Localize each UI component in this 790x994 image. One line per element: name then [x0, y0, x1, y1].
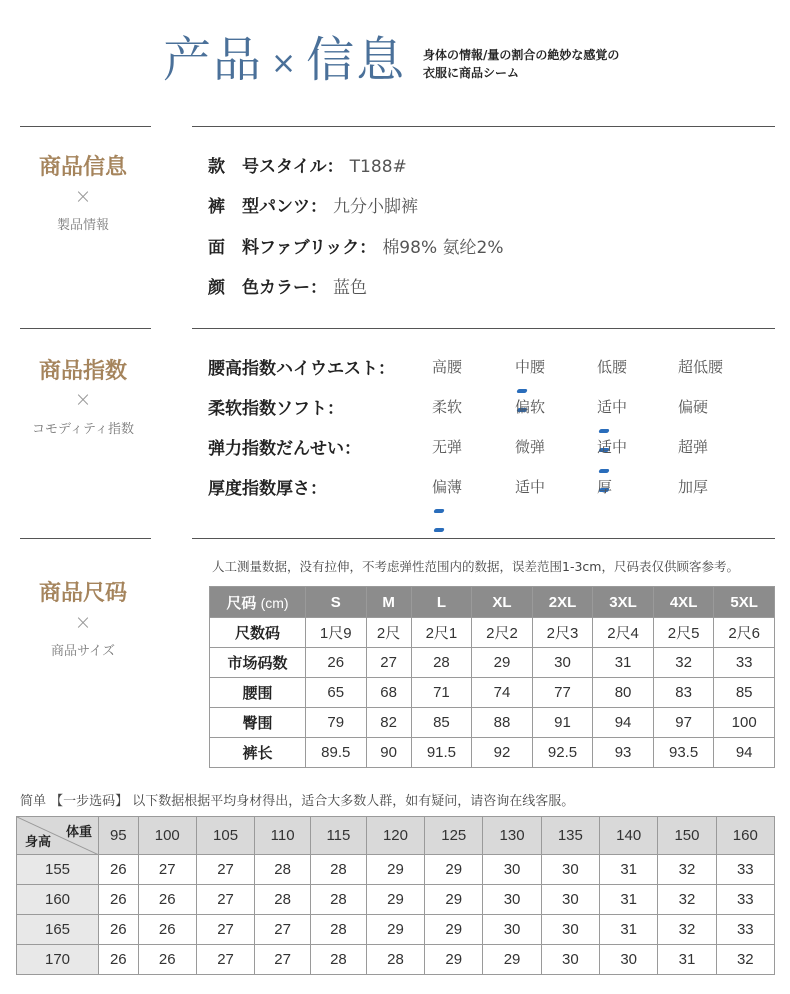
weight-size-cell: 28 — [311, 915, 367, 945]
weight-size-cell: 27 — [196, 855, 254, 885]
title-right: 信息 — [306, 32, 407, 88]
weight-header-cell: 110 — [255, 817, 311, 855]
weight-size-cell: 28 — [311, 945, 367, 975]
weight-size-cell: 32 — [658, 915, 716, 945]
size-cell: 90 — [366, 738, 411, 768]
size-cell: 32 — [653, 648, 714, 678]
size-row-label: 尺数码 — [210, 618, 306, 648]
weight-size-cell: 28 — [255, 855, 311, 885]
size-cell: 2尺6 — [714, 618, 775, 648]
size-cell: 85 — [714, 678, 775, 708]
weight-header-cell: 120 — [366, 817, 424, 855]
weight-size-cell: 31 — [600, 915, 658, 945]
height-row-label: 160 — [17, 885, 99, 915]
index-option: 超弹 — [678, 438, 709, 456]
corner-height-label: 身高 — [25, 834, 52, 849]
weight-table-row — [17, 855, 775, 885]
weight-size-cell: 27 — [255, 945, 311, 975]
index-label: 腰高指数ハイウエスト： — [208, 359, 395, 379]
weight-size-cell: 33 — [716, 885, 774, 915]
size-table-row — [210, 708, 775, 738]
size-cell: 91.5 — [411, 738, 472, 768]
size-cell: 31 — [593, 648, 654, 678]
size-cell: 92 — [472, 738, 533, 768]
size-cell: 91 — [532, 708, 593, 738]
size-header-cell: 5XL — [714, 587, 775, 618]
size-cell: 93 — [593, 738, 654, 768]
weight-size-cell: 30 — [483, 915, 541, 945]
size-cell: 2尺2 — [472, 618, 533, 648]
index-option: 适中 — [597, 398, 628, 416]
corner-weight-label: 体重 — [65, 824, 92, 839]
size-cell: 92.5 — [532, 738, 593, 768]
weight-header-cell: 105 — [196, 817, 254, 855]
size-cell: 100 — [714, 708, 775, 738]
size-table-row — [210, 738, 775, 768]
weight-header-cell: 130 — [483, 817, 541, 855]
weight-size-cell: 30 — [541, 885, 599, 915]
weight-header-cell: 95 — [99, 817, 139, 855]
weight-size-cell: 30 — [483, 885, 541, 915]
weight-size-cell: 30 — [483, 855, 541, 885]
weight-height-corner — [17, 817, 99, 855]
section-divider-right — [192, 328, 775, 329]
size-cell: 2尺3 — [532, 618, 593, 648]
weight-chart-intro: 简单 【一步选码】 以下数据根据平均身材得出，适合大多数人群，如有疑问，请咨询在线客服。 — [20, 794, 575, 809]
weight-size-cell: 29 — [425, 855, 483, 885]
size-cell: 79 — [306, 708, 367, 738]
size-table-row — [210, 648, 775, 678]
weight-table-row — [17, 885, 775, 915]
weight-size-cell: 26 — [99, 945, 139, 975]
section-divider-left — [20, 126, 151, 127]
size-cell: 71 — [411, 678, 472, 708]
weight-header-cell: 150 — [658, 817, 716, 855]
selected-mark-icon — [517, 378, 541, 382]
size-cell: 2尺 — [366, 618, 411, 648]
spec-row-style — [208, 152, 407, 177]
weight-size-cell: 29 — [366, 885, 424, 915]
size-header-cell: M — [366, 587, 411, 618]
index-option: 高腰 — [432, 358, 463, 376]
weight-header-cell: 160 — [716, 817, 774, 855]
section-x-mark: × — [74, 387, 92, 411]
section-divider-right — [192, 538, 775, 539]
weight-header-cell: 140 — [600, 817, 658, 855]
size-cell: 77 — [532, 678, 593, 708]
size-cell: 30 — [532, 648, 593, 678]
weight-size-cell: 30 — [541, 945, 599, 975]
size-cell: 85 — [411, 708, 472, 738]
size-row-label: 腰围 — [210, 678, 306, 708]
weight-size-cell: 28 — [311, 885, 367, 915]
size-corner-label: 尺码 — [226, 594, 257, 612]
size-cell: 28 — [411, 648, 472, 678]
height-row-label: 165 — [17, 915, 99, 945]
weight-size-cell: 28 — [366, 945, 424, 975]
title-x: × — [271, 45, 299, 81]
weight-size-cell: 31 — [658, 945, 716, 975]
size-cell: 83 — [653, 678, 714, 708]
spec-label: 颜 色カラー： — [208, 278, 327, 298]
height-row-label: 170 — [17, 945, 99, 975]
size-cell: 65 — [306, 678, 367, 708]
weight-size-cell: 26 — [138, 885, 196, 915]
size-header-cell: S — [306, 587, 367, 618]
height-row-label: 155 — [17, 855, 99, 885]
index-option: 适中 — [597, 438, 628, 456]
selected-mark-icon — [599, 458, 623, 462]
index-option: 偏软 — [515, 398, 546, 416]
weight-header-cell: 125 — [425, 817, 483, 855]
weight-table-row — [17, 915, 775, 945]
size-cell: 89.5 — [306, 738, 367, 768]
weight-size-cell: 31 — [600, 885, 658, 915]
size-row-label: 市场码数 — [210, 648, 306, 678]
weight-size-cell: 27 — [196, 945, 254, 975]
weight-size-cell: 30 — [600, 945, 658, 975]
index-label: 厚度指数厚さ： — [208, 479, 327, 499]
size-cell: 74 — [472, 678, 533, 708]
page-title — [163, 30, 406, 94]
subtitle-line-1: 身体の情報/量の割合の絶妙な感覚の — [423, 48, 620, 62]
size-header-cell: 2XL — [532, 587, 593, 618]
size-table-row — [210, 618, 775, 648]
weight-size-cell: 29 — [366, 915, 424, 945]
spec-value: 蓝色 — [333, 278, 367, 298]
weight-size-cell: 33 — [716, 915, 774, 945]
section-divider-left — [20, 538, 151, 539]
index-option: 微弹 — [515, 438, 546, 456]
size-cell: 29 — [472, 648, 533, 678]
size-row-label: 裤长 — [210, 738, 306, 768]
spec-row-pants — [208, 192, 418, 217]
index-option: 超低腰 — [678, 358, 724, 376]
subtitle-line-2: 衣服に商品シーム — [423, 66, 520, 80]
size-cell: 82 — [366, 708, 411, 738]
size-cell: 27 — [366, 648, 411, 678]
weight-size-cell: 32 — [658, 855, 716, 885]
size-table — [209, 586, 775, 768]
title-left: 产品 — [163, 32, 264, 88]
size-cell: 94 — [714, 738, 775, 768]
section-x-mark: × — [74, 184, 92, 208]
size-cell: 80 — [593, 678, 654, 708]
index-option: 低腰 — [597, 358, 628, 376]
selected-mark-icon — [599, 418, 623, 422]
weight-header-cell: 100 — [138, 817, 196, 855]
weight-size-cell: 30 — [541, 915, 599, 945]
index-label: 柔软指数ソフト： — [208, 399, 344, 419]
weight-height-table — [16, 816, 775, 975]
weight-header-cell: 115 — [311, 817, 367, 855]
section-title-index: 商品指数 — [38, 359, 127, 384]
index-option: 适中 — [515, 478, 546, 496]
page-subtitle — [423, 46, 643, 82]
size-note: 人工测量数据，没有拉伸，不考虑弹性范围内的数据，误差范围1-3cm，尺码表仅供顾客参考。 — [212, 559, 739, 574]
weight-size-cell: 26 — [138, 945, 196, 975]
size-corner-unit: (cm) — [260, 594, 289, 611]
size-header-cell: XL — [472, 587, 533, 618]
size-corner-header — [210, 587, 306, 618]
spec-value: T188# — [349, 157, 407, 177]
section-title-size: 商品尺码 — [38, 581, 127, 606]
size-cell: 68 — [366, 678, 411, 708]
size-header-cell: L — [411, 587, 472, 618]
index-label: 弹力指数だんせい： — [208, 439, 361, 459]
weight-size-cell: 29 — [483, 945, 541, 975]
spec-value: 九分小脚裤 — [333, 197, 418, 217]
weight-size-cell: 29 — [366, 855, 424, 885]
size-cell: 2尺5 — [653, 618, 714, 648]
section-subtitle-index: コモディティ指数 — [32, 422, 134, 437]
section-subtitle-size: 商品サイズ — [51, 644, 115, 659]
weight-size-cell: 26 — [138, 915, 196, 945]
weight-table-row — [17, 945, 775, 975]
size-cell: 33 — [714, 648, 775, 678]
size-header-cell: 4XL — [653, 587, 714, 618]
index-option: 无弹 — [432, 438, 463, 456]
weight-size-cell: 26 — [99, 885, 139, 915]
weight-size-cell: 28 — [311, 855, 367, 885]
section-title-info: 商品信息 — [38, 155, 127, 180]
weight-header-row — [17, 817, 775, 855]
weight-size-cell: 29 — [425, 945, 483, 975]
weight-size-cell: 32 — [658, 885, 716, 915]
size-cell: 94 — [593, 708, 654, 738]
spec-label: 裤 型パンツ： — [208, 197, 327, 217]
spec-row-color — [208, 273, 367, 298]
size-cell: 2尺1 — [411, 618, 472, 648]
spec-label: 面 料ファブリック： — [208, 238, 377, 258]
weight-size-cell: 26 — [99, 855, 139, 885]
index-option: 柔软 — [432, 398, 463, 416]
weight-size-cell: 33 — [716, 855, 774, 885]
weight-size-cell: 29 — [425, 885, 483, 915]
size-table-header — [210, 587, 775, 618]
index-option: 偏薄 — [432, 478, 463, 496]
size-cell: 97 — [653, 708, 714, 738]
weight-size-cell: 27 — [196, 915, 254, 945]
weight-size-cell: 31 — [600, 855, 658, 885]
section-subtitle-info: 製品情報 — [56, 218, 109, 233]
size-cell: 88 — [472, 708, 533, 738]
section-divider-right — [192, 126, 775, 127]
selected-mark-icon — [434, 498, 458, 502]
weight-size-cell: 29 — [425, 915, 483, 945]
spec-value: 棉98% 氨纶2% — [382, 238, 504, 258]
section-divider-left — [20, 328, 151, 329]
section-x-mark: × — [74, 610, 92, 634]
size-cell: 93.5 — [653, 738, 714, 768]
index-option: 加厚 — [678, 478, 709, 496]
weight-header-cell: 135 — [541, 817, 599, 855]
weight-size-cell: 26 — [99, 915, 139, 945]
size-table-row — [210, 678, 775, 708]
size-cell: 26 — [306, 648, 367, 678]
size-header-cell: 3XL — [593, 587, 654, 618]
weight-size-cell: 30 — [541, 855, 599, 885]
index-option: 偏硬 — [678, 398, 709, 416]
index-option: 中腰 — [515, 358, 546, 376]
weight-size-cell: 27 — [255, 915, 311, 945]
weight-size-cell: 28 — [255, 885, 311, 915]
size-cell: 1尺9 — [306, 618, 367, 648]
weight-size-cell: 27 — [138, 855, 196, 885]
size-row-label: 臀围 — [210, 708, 306, 738]
index-option: 厚 — [597, 478, 613, 496]
spec-label: 款 号スタイル： — [208, 157, 344, 177]
size-cell: 2尺4 — [593, 618, 654, 648]
spec-row-fabric — [208, 233, 503, 258]
weight-size-cell: 27 — [196, 885, 254, 915]
weight-size-cell: 32 — [716, 945, 774, 975]
